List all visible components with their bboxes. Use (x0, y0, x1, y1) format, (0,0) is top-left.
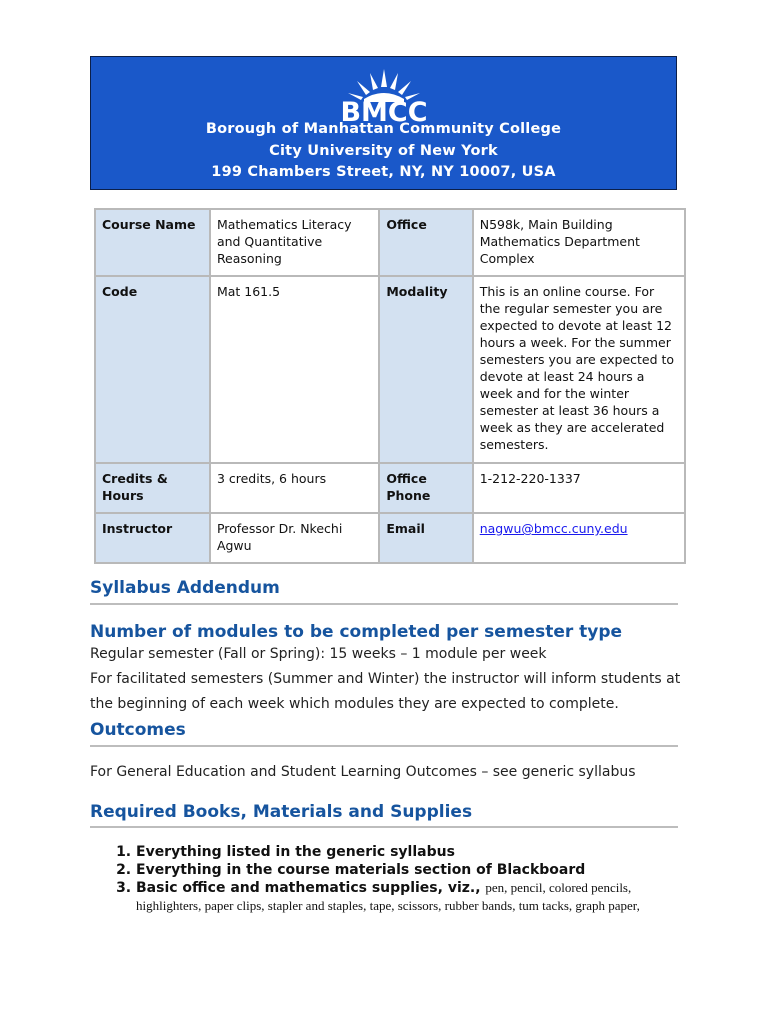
bmcc-logo-graphic (324, 65, 444, 123)
list-item-text: Basic office and mathematics supplies, viz., (136, 880, 481, 896)
outcomes-heading: Outcomes (90, 720, 186, 740)
college-address: 199 Chambers Street, NY, NY 10007, USA (211, 164, 556, 180)
course-info-table (94, 208, 686, 564)
credits-label: Credits & Hours (95, 463, 210, 513)
table-row (95, 276, 685, 463)
list-item (136, 843, 736, 861)
table-row (95, 209, 685, 276)
university-name: City University of New York (269, 143, 498, 159)
office-value: N598k, Main Building Mathematics Department Complex (473, 209, 685, 276)
table-row (95, 513, 685, 563)
email-label: Email (379, 513, 472, 563)
required-items-list (90, 843, 736, 915)
bmcc-logo (91, 65, 676, 123)
office-label: Office (379, 209, 472, 276)
supplies-detail: pen, pencil, colored pencils, (485, 880, 632, 895)
code-value: Mat 161.5 (210, 276, 379, 463)
divider (90, 603, 678, 605)
office-phone-value: 1-212-220-1337 (473, 463, 685, 513)
credits-value: 3 credits, 6 hours (210, 463, 379, 513)
divider (90, 826, 678, 828)
list-item (136, 879, 736, 915)
outcomes-text: For General Education and Student Learning Outcomes – see generic syllabus (90, 764, 636, 780)
instructor-label: Instructor (95, 513, 210, 563)
syllabus-addendum-heading: Syllabus Addendum (90, 578, 280, 598)
code-label: Code (95, 276, 210, 463)
modules-facilitated-text-cont: the beginning of each week which modules they are expected to complete. (90, 696, 619, 712)
email-link[interactable]: nagwu@bmcc.cuny.edu (479, 521, 628, 536)
course-name-label: Course Name (95, 209, 210, 276)
modules-facilitated-text: For facilitated semesters (Summer and Winter) the instructor will inform students at (90, 671, 681, 687)
modality-value: This is an online course. For the regular semester you are expected to devote at least 12 hours a week. For the summer semesters you are expected to devote at least 24 hours a week and for the winter semester at least 36 hours a week as they are accelerated semesters. (473, 276, 685, 463)
course-name-value: Mathematics Literacy and Quantitative Reasoning (210, 209, 379, 276)
instructor-value: Professor Dr. Nkechi Agwu (210, 513, 379, 563)
office-phone-label: Office Phone (379, 463, 472, 513)
modules-regular-text: Regular semester (Fall or Spring): 15 weeks – 1 module per week (90, 646, 547, 662)
list-item-text: Everything listed in the generic syllabus (136, 844, 455, 860)
table-row (95, 463, 685, 513)
divider (90, 745, 678, 747)
supplies-detail-cont: highlighters, paper clips, stapler and staples, tape, scissors, rubber bands, tum tacks, graph paper, (136, 898, 640, 913)
header-banner (90, 56, 677, 190)
email-cell (473, 513, 685, 563)
required-books-heading: Required Books, Materials and Supplies (90, 802, 473, 822)
modality-label: Modality (379, 276, 472, 463)
list-item (136, 861, 736, 879)
logo-wordmark: BMCC (339, 97, 428, 123)
list-item-text: Everything in the course materials section of Blackboard (136, 862, 586, 878)
modules-heading: Number of modules to be completed per semester type (90, 622, 623, 642)
college-name: Borough of Manhattan Community College (205, 121, 562, 137)
